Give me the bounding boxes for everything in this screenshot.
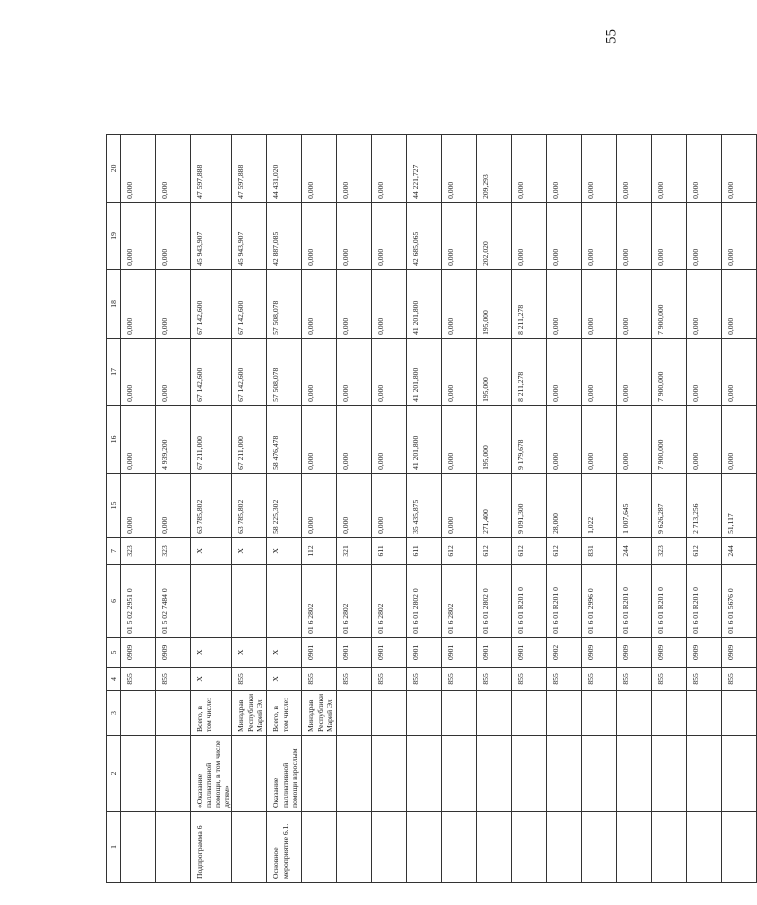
cell-target-article xyxy=(267,564,302,637)
cell-executor: Минздрав Республики Марий Эл xyxy=(302,690,337,735)
table-row xyxy=(722,134,757,882)
cell-executor xyxy=(512,690,547,735)
cell-name xyxy=(372,812,407,883)
cell-value: 195,000 xyxy=(477,269,512,338)
table-row xyxy=(267,134,302,882)
cell-executor xyxy=(477,690,512,735)
cell-value: 44 431,020 xyxy=(267,134,302,202)
cell-target-article: 01 6 2802 xyxy=(442,564,477,637)
cell-executor xyxy=(407,690,442,735)
col-header: 2 xyxy=(107,736,121,812)
cell-value: 0,000 xyxy=(156,473,191,537)
cell-name: Подпрограмма 6 xyxy=(191,812,232,883)
cell-value: 63 785,802 xyxy=(232,473,267,537)
cell-expense-type: 612 xyxy=(512,537,547,564)
cell-executor xyxy=(156,690,191,735)
cell-value: 0,000 xyxy=(121,473,156,537)
cell-name xyxy=(407,812,442,883)
cell-value: 51,117 xyxy=(722,473,757,537)
cell-executor xyxy=(547,690,582,735)
budget-table xyxy=(106,134,757,883)
cell-section: 0901 xyxy=(407,637,442,667)
cell-target-article: 01 6 2802 xyxy=(337,564,372,637)
cell-value: 0,000 xyxy=(121,405,156,473)
cell-name xyxy=(582,812,617,883)
cell-target-article: 01 6 01 5676 0 xyxy=(722,564,757,637)
cell-value: 0,000 xyxy=(582,202,617,269)
cell-value: 0,000 xyxy=(442,134,477,202)
cell-target-article xyxy=(232,564,267,637)
cell-executor xyxy=(121,690,156,735)
cell-grbs: 855 xyxy=(722,667,757,690)
cell-value: 0,000 xyxy=(722,134,757,202)
cell-value: 0,000 xyxy=(302,269,337,338)
cell-expense-type: 612 xyxy=(477,537,512,564)
cell-value: 0,000 xyxy=(337,269,372,338)
cell-expense-type: 323 xyxy=(156,537,191,564)
cell-value: 0,000 xyxy=(302,202,337,269)
cell-value: 28,000 xyxy=(547,473,582,537)
cell-value: 67 142,600 xyxy=(191,338,232,405)
cell-value: 0,000 xyxy=(722,405,757,473)
table-row xyxy=(302,134,337,882)
cell-value: 0,000 xyxy=(372,338,407,405)
cell-name xyxy=(156,812,191,883)
cell-section: 0901 xyxy=(442,637,477,667)
cell-value: 0,000 xyxy=(121,202,156,269)
cell-value: 45 943,907 xyxy=(232,202,267,269)
cell-target-article: 01 6 01 R201 0 xyxy=(512,564,547,637)
cell-value: 0,000 xyxy=(156,338,191,405)
cell-title xyxy=(232,736,267,812)
cell-name xyxy=(232,812,267,883)
cell-expense-type: 323 xyxy=(652,537,687,564)
cell-section: 0909 xyxy=(722,637,757,667)
col-header: 4 xyxy=(107,667,121,690)
cell-target-article: 01 5 02 2951 0 xyxy=(121,564,156,637)
col-header: 7 xyxy=(107,537,121,564)
cell-title xyxy=(512,736,547,812)
cell-value: 7 900,000 xyxy=(652,338,687,405)
cell-value: 271,400 xyxy=(477,473,512,537)
col-header: 15 xyxy=(107,473,121,537)
cell-expense-type: 112 xyxy=(302,537,337,564)
cell-executor: Минздрав Республики Марий Эл xyxy=(232,690,267,735)
cell-executor xyxy=(337,690,372,735)
cell-value: 67 142,600 xyxy=(232,338,267,405)
cell-title xyxy=(617,736,652,812)
cell-value: 0,000 xyxy=(156,134,191,202)
cell-name xyxy=(547,812,582,883)
cell-expense-type: 612 xyxy=(442,537,477,564)
cell-title xyxy=(372,736,407,812)
table-row xyxy=(512,134,547,882)
cell-target-article xyxy=(191,564,232,637)
cell-title xyxy=(442,736,477,812)
cell-value: 7 900,000 xyxy=(652,269,687,338)
cell-expense-type: Х xyxy=(232,537,267,564)
cell-value: 0,000 xyxy=(442,405,477,473)
cell-expense-type: 244 xyxy=(617,537,652,564)
cell-executor xyxy=(652,690,687,735)
cell-value: 0,000 xyxy=(512,202,547,269)
cell-value: 0,000 xyxy=(121,338,156,405)
table-body xyxy=(121,134,757,882)
cell-section: 0909 xyxy=(617,637,652,667)
cell-value: 195,000 xyxy=(477,338,512,405)
cell-value: 41 201,800 xyxy=(407,338,442,405)
table-row xyxy=(372,134,407,882)
cell-value: 41 201,800 xyxy=(407,269,442,338)
cell-target-article: 01 6 2802 xyxy=(372,564,407,637)
cell-title xyxy=(156,736,191,812)
cell-value: 0,000 xyxy=(547,134,582,202)
col-header: 19 xyxy=(107,202,121,269)
cell-executor xyxy=(442,690,477,735)
cell-grbs: 855 xyxy=(372,667,407,690)
cell-grbs: 855 xyxy=(547,667,582,690)
cell-title xyxy=(121,736,156,812)
cell-name xyxy=(302,812,337,883)
cell-value: 0,000 xyxy=(121,269,156,338)
cell-title xyxy=(582,736,617,812)
cell-grbs: Х xyxy=(267,667,302,690)
cell-title xyxy=(547,736,582,812)
cell-value: 57 508,078 xyxy=(267,338,302,405)
page-number: 55 xyxy=(603,29,620,44)
cell-value: 1 007,645 xyxy=(617,473,652,537)
cell-name xyxy=(652,812,687,883)
cell-value: 45 943,907 xyxy=(191,202,232,269)
cell-grbs: 855 xyxy=(156,667,191,690)
cell-executor xyxy=(582,690,617,735)
cell-value: 67 211,000 xyxy=(232,405,267,473)
cell-value: 0,000 xyxy=(582,269,617,338)
cell-section: Х xyxy=(267,637,302,667)
cell-section: 0909 xyxy=(156,637,191,667)
cell-executor: Всего, в том числе: xyxy=(267,690,302,735)
cell-title xyxy=(687,736,722,812)
cell-value: 0,000 xyxy=(547,202,582,269)
cell-value: 8 211,278 xyxy=(512,269,547,338)
cell-title xyxy=(477,736,512,812)
table-row xyxy=(652,134,687,882)
cell-value: 0,000 xyxy=(337,202,372,269)
cell-target-article: 01 6 2802 xyxy=(302,564,337,637)
cell-title xyxy=(722,736,757,812)
cell-target-article: 01 6 01 2802 0 xyxy=(407,564,442,637)
cell-value: 0,000 xyxy=(547,405,582,473)
cell-value: 0,000 xyxy=(442,338,477,405)
cell-grbs: 855 xyxy=(582,667,617,690)
cell-grbs: 855 xyxy=(477,667,512,690)
cell-value: 0,000 xyxy=(582,405,617,473)
cell-grbs: 855 xyxy=(512,667,547,690)
cell-value: 47 597,888 xyxy=(232,134,267,202)
cell-expense-type: 612 xyxy=(687,537,722,564)
table-row xyxy=(156,134,191,882)
table-row xyxy=(617,134,652,882)
table-row xyxy=(687,134,722,882)
cell-section: 0901 xyxy=(477,637,512,667)
cell-section: 0901 xyxy=(372,637,407,667)
cell-value: 9 626,287 xyxy=(652,473,687,537)
cell-name xyxy=(337,812,372,883)
cell-value: 0,000 xyxy=(337,338,372,405)
cell-expense-type: 831 xyxy=(582,537,617,564)
cell-name xyxy=(722,812,757,883)
cell-name: Основное мероприятие 6.1. xyxy=(267,812,302,883)
cell-expense-type: 244 xyxy=(722,537,757,564)
cell-title xyxy=(407,736,442,812)
cell-expense-type: 611 xyxy=(372,537,407,564)
cell-value: 0,000 xyxy=(617,134,652,202)
cell-value: 0,000 xyxy=(442,269,477,338)
cell-expense-type: 321 xyxy=(337,537,372,564)
cell-value: 0,000 xyxy=(582,338,617,405)
cell-name xyxy=(512,812,547,883)
cell-value: 0,000 xyxy=(337,405,372,473)
cell-expense-type: Х xyxy=(267,537,302,564)
cell-value: 0,000 xyxy=(687,269,722,338)
cell-grbs: 855 xyxy=(687,667,722,690)
cell-name xyxy=(442,812,477,883)
col-header: 1 xyxy=(107,812,121,883)
cell-title xyxy=(337,736,372,812)
cell-expense-type: 611 xyxy=(407,537,442,564)
table-row xyxy=(582,134,617,882)
cell-target-article: 01 6 01 R201 0 xyxy=(617,564,652,637)
cell-grbs: Х xyxy=(191,667,232,690)
cell-value: 7 900,000 xyxy=(652,405,687,473)
cell-title: «Оказание паллиативной помощи, в том числе детям» xyxy=(191,736,232,812)
cell-value: 42 887,085 xyxy=(267,202,302,269)
cell-name xyxy=(121,812,156,883)
cell-value: 202,020 xyxy=(477,202,512,269)
cell-executor xyxy=(722,690,757,735)
cell-executor xyxy=(687,690,722,735)
cell-executor xyxy=(617,690,652,735)
col-header: 18 xyxy=(107,269,121,338)
cell-value: 209,293 xyxy=(477,134,512,202)
cell-value: 0,000 xyxy=(512,134,547,202)
table-row xyxy=(442,134,477,882)
table-row xyxy=(232,134,267,882)
col-header: 6 xyxy=(107,564,121,637)
cell-expense-type: 323 xyxy=(121,537,156,564)
table-row xyxy=(407,134,442,882)
cell-section: Х xyxy=(232,637,267,667)
cell-value: 44 221,727 xyxy=(407,134,442,202)
cell-value: 67 142,600 xyxy=(191,269,232,338)
cell-value: 0,000 xyxy=(722,202,757,269)
col-header: 3 xyxy=(107,690,121,735)
cell-value: 35 435,875 xyxy=(407,473,442,537)
cell-value: 58 476,478 xyxy=(267,405,302,473)
cell-value: 0,000 xyxy=(547,269,582,338)
cell-target-article: 01 5 02 7484 0 xyxy=(156,564,191,637)
cell-value: 4 939,200 xyxy=(156,405,191,473)
cell-value: 0,000 xyxy=(652,202,687,269)
col-header: 16 xyxy=(107,405,121,473)
cell-value: 67 142,600 xyxy=(232,269,267,338)
cell-value: 0,000 xyxy=(337,473,372,537)
cell-name xyxy=(617,812,652,883)
cell-target-article: 01 6 01 R201 0 xyxy=(687,564,722,637)
cell-value: 9 179,678 xyxy=(512,405,547,473)
cell-value: 0,000 xyxy=(617,338,652,405)
cell-grbs: 855 xyxy=(302,667,337,690)
cell-title: Оказание паллиативной помощи взрослым xyxy=(267,736,302,812)
cell-value: 0,000 xyxy=(372,202,407,269)
table-row xyxy=(121,134,156,882)
cell-section: 0901 xyxy=(302,637,337,667)
cell-value: 0,000 xyxy=(617,269,652,338)
cell-title xyxy=(652,736,687,812)
header-row xyxy=(107,134,121,882)
cell-value: 0,000 xyxy=(617,405,652,473)
cell-section: 0909 xyxy=(687,637,722,667)
cell-section: 0909 xyxy=(652,637,687,667)
cell-grbs: 855 xyxy=(337,667,372,690)
cell-value: 0,000 xyxy=(302,473,337,537)
table-row xyxy=(337,134,372,882)
cell-section: 0901 xyxy=(337,637,372,667)
cell-section: Х xyxy=(191,637,232,667)
cell-value: 67 211,000 xyxy=(191,405,232,473)
cell-value: 0,000 xyxy=(442,473,477,537)
cell-grbs: 855 xyxy=(407,667,442,690)
cell-value: 0,000 xyxy=(302,134,337,202)
cell-name xyxy=(687,812,722,883)
cell-value: 0,000 xyxy=(156,269,191,338)
cell-grbs: 855 xyxy=(617,667,652,690)
cell-value: 0,000 xyxy=(302,338,337,405)
cell-value: 0,000 xyxy=(687,338,722,405)
cell-section: 0909 xyxy=(121,637,156,667)
cell-value: 0,000 xyxy=(722,269,757,338)
cell-value: 0,000 xyxy=(337,134,372,202)
cell-target-article: 01 6 01 R201 0 xyxy=(547,564,582,637)
cell-grbs: 855 xyxy=(232,667,267,690)
cell-section: 0902 xyxy=(547,637,582,667)
cell-expense-type: 612 xyxy=(547,537,582,564)
cell-target-article: 01 6 01 R201 0 xyxy=(652,564,687,637)
cell-value: 63 785,802 xyxy=(191,473,232,537)
cell-value: 0,000 xyxy=(687,134,722,202)
cell-executor xyxy=(372,690,407,735)
cell-value: 9 091,300 xyxy=(512,473,547,537)
cell-value: 0,000 xyxy=(722,338,757,405)
cell-value: 57 508,078 xyxy=(267,269,302,338)
cell-section: 0909 xyxy=(582,637,617,667)
cell-value: 0,000 xyxy=(582,134,617,202)
cell-section: 0901 xyxy=(512,637,547,667)
cell-grbs: 855 xyxy=(121,667,156,690)
cell-value: 42 685,065 xyxy=(407,202,442,269)
cell-name xyxy=(477,812,512,883)
col-header: 20 xyxy=(107,134,121,202)
cell-value: 0,000 xyxy=(617,202,652,269)
cell-target-article: 01 6 01 2996 0 xyxy=(582,564,617,637)
cell-value: 41 201,800 xyxy=(407,405,442,473)
cell-value: 47 597,888 xyxy=(191,134,232,202)
cell-executor: Всего, в том числе: xyxy=(191,690,232,735)
col-header: 5 xyxy=(107,637,121,667)
cell-value: 0,000 xyxy=(687,405,722,473)
col-header: 17 xyxy=(107,338,121,405)
cell-expense-type: Х xyxy=(191,537,232,564)
table-row xyxy=(191,134,232,882)
cell-grbs: 855 xyxy=(442,667,477,690)
cell-value: 58 225,302 xyxy=(267,473,302,537)
cell-value: 0,000 xyxy=(652,134,687,202)
table-row xyxy=(547,134,582,882)
cell-value: 0,000 xyxy=(372,473,407,537)
cell-value: 1,022 xyxy=(582,473,617,537)
cell-value: 2 713,256 xyxy=(687,473,722,537)
cell-value: 0,000 xyxy=(372,134,407,202)
cell-value: 0,000 xyxy=(156,202,191,269)
cell-title xyxy=(302,736,337,812)
cell-grbs: 855 xyxy=(652,667,687,690)
table-row xyxy=(477,134,512,882)
cell-value: 195,000 xyxy=(477,405,512,473)
cell-value: 0,000 xyxy=(547,338,582,405)
cell-value: 0,000 xyxy=(302,405,337,473)
cell-value: 0,000 xyxy=(121,134,156,202)
cell-value: 0,000 xyxy=(442,202,477,269)
cell-value: 0,000 xyxy=(372,405,407,473)
cell-value: 0,000 xyxy=(372,269,407,338)
cell-target-article: 01 6 01 2802 0 xyxy=(477,564,512,637)
cell-value: 8 211,278 xyxy=(512,338,547,405)
cell-value: 0,000 xyxy=(687,202,722,269)
